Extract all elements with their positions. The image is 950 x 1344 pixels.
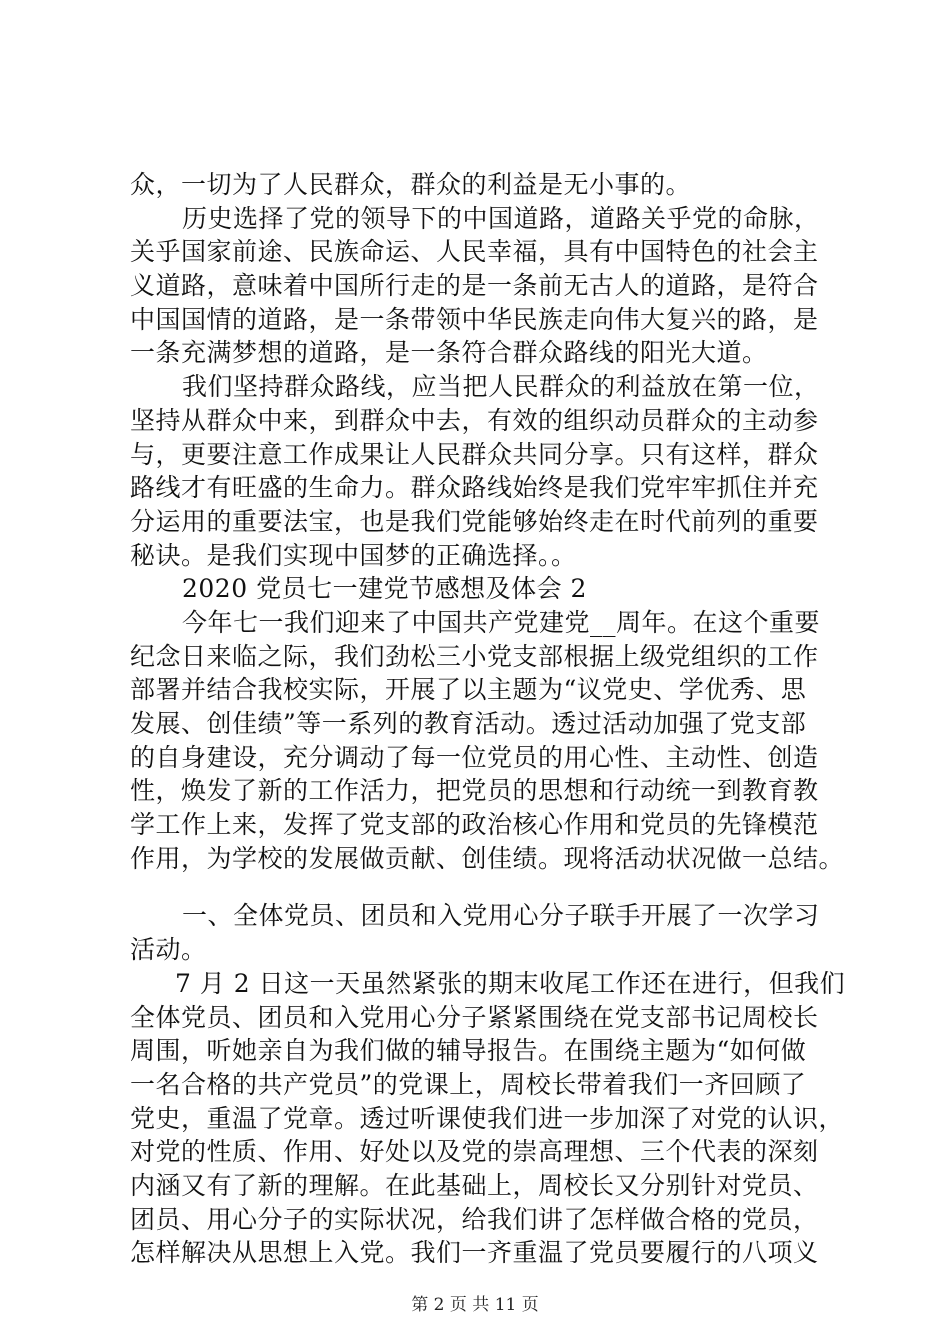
text-line: 团员、用心分子的实际状况，给我们讲了怎样做合格的党员，: [130, 1204, 819, 1234]
text-line: 部署并结合我校实际，开展了以主题为“议党史、学优秀、思: [130, 675, 807, 705]
text-line: 作用，为学校的发展做贡献、创佳绩。现将活动状况做一总结。: [130, 843, 845, 873]
text-line: 坚持从群众中来，到群众中去，有效的组织动员群众的主动参: [130, 405, 819, 435]
text-line: 一条充满梦想的道路，是一条符合群众路线的阳光大道。: [130, 338, 768, 368]
text-line: 的自身建设，充分调动了每一位党员的用心性、主动性、创造: [130, 742, 819, 772]
text-line: 活动。: [130, 935, 207, 965]
text-line: 关乎国家前途、民族命运、人民幸福，具有中国特色的社会主: [130, 237, 819, 267]
text-line: 周围，听她亲自为我们做的辅导报告。在围绕主题为“如何做: [130, 1036, 807, 1066]
text-line: 路线才有旺盛的生命力。群众路线始终是我们党牢牢抓住并充: [130, 473, 819, 503]
text-line: 我们坚持群众路线，应当把人民群众的利益放在第一位，: [182, 372, 820, 402]
section-heading: 2020 党员七一建党节感想及体会 2: [182, 574, 587, 604]
text-line: 义道路，意味着中国所行走的是一条前无古人的道路，是符合: [130, 271, 819, 301]
text-line: 一名合格的共产党员”的党课上，周校长带着我们一齐回顾了: [130, 1069, 807, 1099]
text-line: 7 月 2 日这一天虽然紧张的期末收尾工作还在进行，但我们: [175, 968, 846, 998]
text-line: 与，更要注意工作成果让人民群众共同分享。只有这样，群众: [130, 439, 819, 469]
text-line: 性，焕发了新的工作活力，把党员的思想和行动统一到教育教: [130, 776, 819, 806]
text-line: 分运用的重要法宝，也是我们党能够始终走在时代前列的重要: [130, 506, 819, 536]
text-line: 今年七一我们迎来了中国共产党建党__周年。在这个重要: [182, 607, 821, 637]
text-line: 学工作上来，发挥了党支部的政治核心作用和党员的先锋模范: [130, 810, 819, 840]
text-line: 怎样解决从思想上入党。我们一齐重温了党员要履行的八项义: [130, 1238, 819, 1268]
text-line: 众，一切为了人民群众，群众的利益是无小事的。: [130, 170, 692, 199]
text-line: 全体党员、团员和入党用心分子紧紧围绕在党支部书记周校长: [130, 1002, 819, 1032]
text-line: 发展、创佳绩”等一系列的教育活动。透过活动加强了党支部: [130, 709, 807, 738]
section-heading: 一、全体党员、团员和入党用心分子联手开展了一次学习: [182, 901, 820, 931]
text-line: 中国国情的道路，是一条带领中华民族走向伟大复兴的路，是: [130, 304, 819, 334]
text-line: 党史，重温了党章。透过听课使我们进一步加深了对党的认识，: [130, 1103, 845, 1133]
page-number: 第 2 页 共 11 页: [411, 1295, 539, 1315]
text-line: 内涵又有了新的理解。在此基础上，周校长又分别针对党员、: [130, 1170, 819, 1200]
text-line: 纪念日来临之际，我们劲松三小党支部根据上级党组织的工作: [130, 641, 819, 671]
text-line: 秘诀。是我们实现中国梦的正确选择。。: [130, 540, 577, 570]
text-line: 历史选择了党的领导下的中国道路，道路关乎党的命脉，: [182, 203, 820, 233]
text-line: 对党的性质、作用、好处以及党的崇高理想、三个代表的深刻: [130, 1137, 819, 1167]
